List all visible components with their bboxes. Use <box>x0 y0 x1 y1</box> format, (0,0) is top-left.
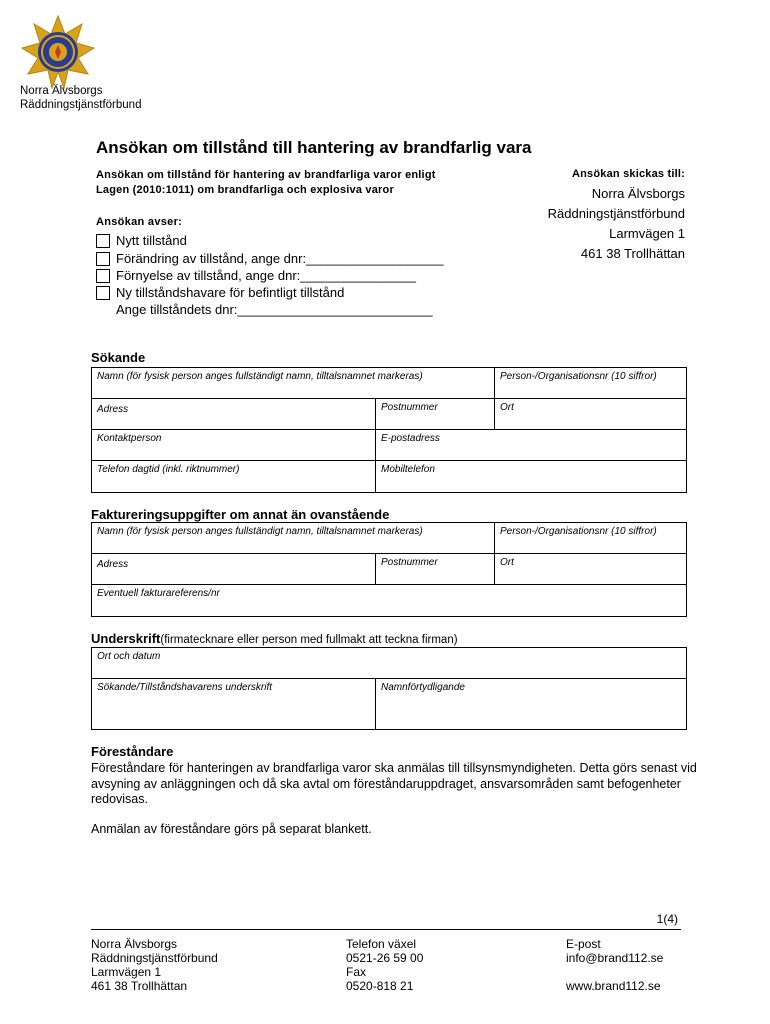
underskrift-heading <box>91 631 458 646</box>
footer-line: Räddningstjänstförbund <box>91 951 218 965</box>
faktura-heading: Faktureringsuppgifter om annat än ovanstående <box>91 507 390 522</box>
sokande-heading: Sökande <box>91 350 146 365</box>
org-name-line2: Räddningstjänstförbund <box>20 99 142 111</box>
option-fornyelse[interactable] <box>96 268 416 283</box>
sokande-orgnr-field[interactable] <box>494 367 687 399</box>
ort-datum-field[interactable] <box>91 647 687 679</box>
org-name-line1: Norra Älvsborgs <box>20 85 103 97</box>
underskrift-subtitle: (firmatecknare eller person med fullmakt att teckna firman) <box>160 634 458 646</box>
faktura-postnummer-field[interactable] <box>375 553 495 585</box>
footer-line: Fax <box>346 965 367 979</box>
footer-org <box>91 937 218 993</box>
form-subtitle: Ansökan om tillstånd för hantering av brandfarliga varor enligt Lagen (2010:1011) om brandfarliga och explosiva varor <box>96 169 436 196</box>
footer-line: 0521-26 59 00 <box>346 951 424 965</box>
field-label: Sökande/Tillståndshavarens underskrift <box>97 682 273 693</box>
email-link[interactable]: info@brand112.se <box>566 951 664 965</box>
org-logo <box>20 14 96 90</box>
checkbox[interactable] <box>96 252 110 266</box>
option-ny-tillstandshavare[interactable] <box>96 285 344 300</box>
faktura-referens-field[interactable] <box>91 584 687 617</box>
send-to-line: 461 38 Trollhättan <box>580 246 685 261</box>
sokande-adress-field[interactable] <box>91 398 376 430</box>
sokande-epost-field[interactable] <box>375 429 687 461</box>
send-to-line: Räddningstjänstförbund <box>547 206 685 221</box>
send-to-label: Ansökan skickas till: <box>571 168 685 180</box>
field-label: Adress <box>97 559 129 570</box>
sokande-postnummer-field[interactable] <box>375 398 495 430</box>
send-to-line: Larmvägen 1 <box>609 226 685 241</box>
option-nytt-tillstand[interactable] <box>96 233 187 248</box>
send-to-address <box>548 184 685 264</box>
forestandare-note: Anmälan av föreståndare görs på separat blankett. <box>91 822 372 836</box>
namnfortydligande-field[interactable] <box>375 678 687 730</box>
option-forandring[interactable] <box>96 251 443 266</box>
star-badge-icon <box>20 14 96 90</box>
footer-line: E-post <box>566 937 601 951</box>
field-label: Postnummer <box>381 402 438 413</box>
option-label: Förändring av tillstånd, ange dnr:___________________ <box>116 251 444 266</box>
faktura-name-field[interactable] <box>91 522 495 554</box>
forestandare-heading: Föreståndare <box>91 744 174 759</box>
field-label: Ort och datum <box>97 651 161 662</box>
field-label: Namn (för fysisk person anges fullständigt namn, tilltalsnamnet markeras) <box>97 371 423 382</box>
field-label: Mobiltelefon <box>381 464 435 475</box>
field-label: Namnförtydligande <box>381 682 465 693</box>
field-label: Adress <box>97 404 129 415</box>
sokande-kontaktperson-field[interactable] <box>91 429 376 461</box>
field-label: Person-/Organisationsnr (10 siffror) <box>500 526 657 537</box>
option-label: Förnyelse av tillstånd, ange dnr:________________ <box>116 268 416 283</box>
avser-label: Ansökan avser: <box>96 216 183 228</box>
page-title: Ansökan om tillstånd till hantering av brandfarlig vara <box>96 138 532 157</box>
faktura-adress-field[interactable] <box>91 553 376 585</box>
footer-line: Larmvägen 1 <box>91 965 162 979</box>
field-label: E-postadress <box>381 433 440 444</box>
option-label: Nytt tillstånd <box>116 233 187 248</box>
org-name <box>20 84 141 112</box>
underskrift-title: Underskrift <box>91 631 161 646</box>
sokande-name-field[interactable] <box>91 367 495 399</box>
footer-phone <box>346 937 423 993</box>
signature-field[interactable] <box>91 678 376 730</box>
footer-line: 0520-818 21 <box>346 979 414 993</box>
faktura-ort-field[interactable] <box>494 553 687 585</box>
footer-divider <box>91 929 681 930</box>
ange-dnr-line[interactable]: Ange tillståndets dnr:___________________________ <box>116 302 433 317</box>
field-label: Ort <box>500 557 514 568</box>
field-label: Eventuell fakturareferens/nr <box>97 588 220 599</box>
forestandare-text: Föreståndare för hanteringen av brandfarliga varor ska anmälas till tillsynsmyndigheten. Detta görs senast vid avsyning av anläggningen och då ska avtal om föreståndaruppdraget, ansvarsområden samt befogenheter redovisas. <box>91 761 697 806</box>
field-label: Postnummer <box>381 557 438 568</box>
field-label: Telefon dagtid (inkl. riktnummer) <box>97 464 240 475</box>
field-label: Person-/Organisationsnr (10 siffror) <box>500 371 657 382</box>
checkbox[interactable] <box>96 234 110 248</box>
option-label: Ny tillståndshavare för befintligt tillstånd <box>116 285 345 300</box>
field-label: Kontaktperson <box>97 433 162 444</box>
sokande-ort-field[interactable] <box>494 398 687 430</box>
field-label: Namn (för fysisk person anges fullständigt namn, tilltalsnamnet markeras) <box>97 526 423 537</box>
faktura-orgnr-field[interactable] <box>494 522 687 554</box>
footer-spacer <box>566 965 663 979</box>
send-to-line: Norra Älvsborgs <box>591 186 685 201</box>
website-link[interactable]: www.brand112.se <box>566 979 661 993</box>
footer-line: Norra Älvsborgs <box>91 937 178 951</box>
sokande-mobil-field[interactable] <box>375 460 687 493</box>
footer-contact <box>566 937 663 993</box>
field-label: Ort <box>500 402 514 413</box>
page-number: 1(4) <box>656 912 678 926</box>
footer-line: 461 38 Trollhättan <box>91 979 188 993</box>
footer-line: Telefon växel <box>346 937 417 951</box>
checkbox[interactable] <box>96 286 110 300</box>
sokande-telefon-field[interactable] <box>91 460 376 493</box>
checkbox[interactable] <box>96 269 110 283</box>
